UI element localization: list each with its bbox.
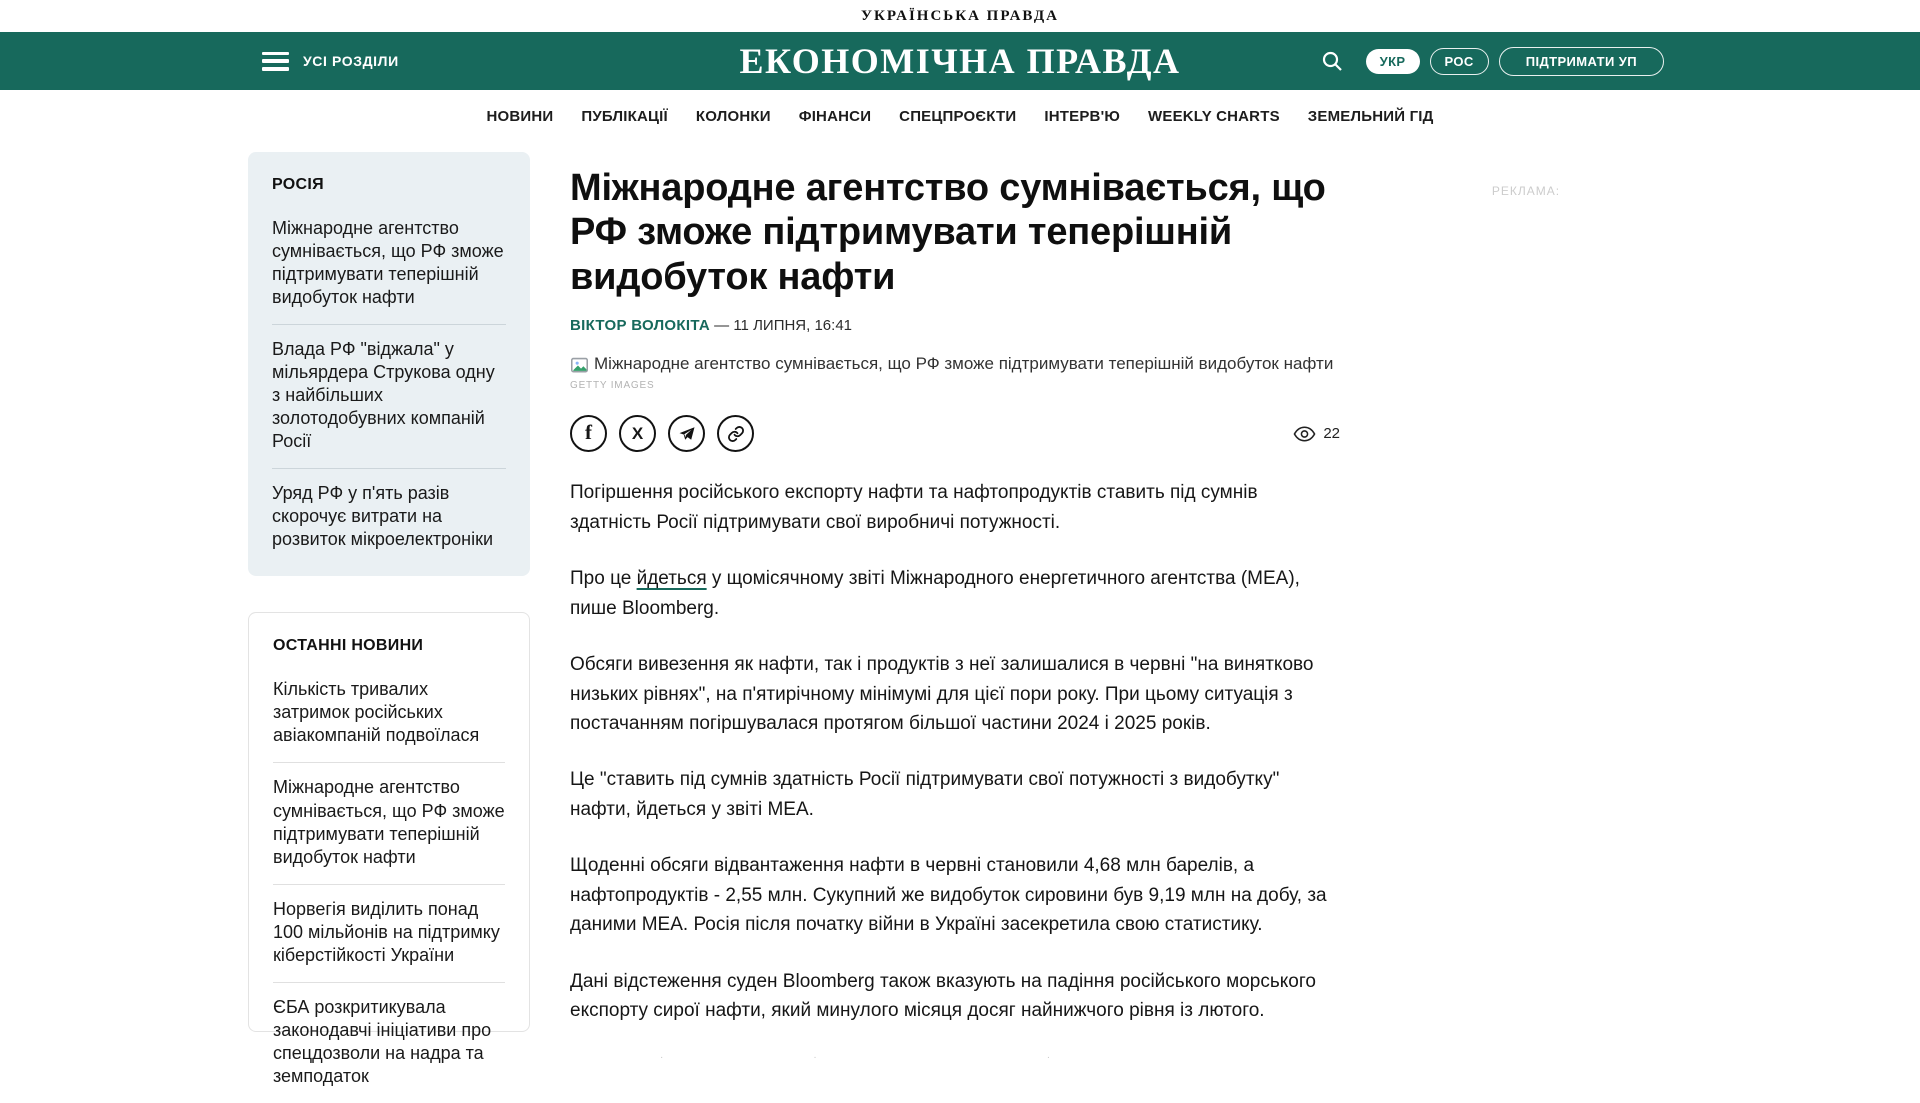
latest-news-link[interactable]: Міжнародне агентство сумнівається, що РФ зможе підтримувати теперішній видобуток нафти bbox=[273, 762, 505, 883]
latest-news-title: ОСТАННІ НОВИНИ bbox=[273, 637, 424, 655]
site-logo[interactable]: ЕКОНОМІЧНА ПРАВДА bbox=[739, 41, 1181, 81]
share-x-button[interactable] bbox=[619, 415, 656, 452]
topic-box-title: РОСІЯ bbox=[272, 176, 324, 193]
main-nav bbox=[0, 90, 1920, 142]
share-row bbox=[570, 415, 1340, 452]
header-actions bbox=[1320, 47, 1664, 76]
image-credit: GETTY IMAGES bbox=[570, 380, 655, 392]
telegram-icon bbox=[678, 425, 696, 443]
broken-image-icon bbox=[570, 357, 589, 374]
sidebar-article-link[interactable]: Міжнародне агентство сумнівається, що РФ зможе підтримувати теперішній видобуток нафти bbox=[272, 218, 504, 308]
search-icon[interactable] bbox=[1320, 48, 1346, 74]
image-alt-text: Міжнародне агентство сумнівається, що РФ зможе підтримувати теперішній видобуток нафти bbox=[594, 354, 1334, 374]
sidebar-article-link[interactable]: Уряд РФ у п'ять разів скорочує витрати на розвиток мікроелектроніки bbox=[272, 468, 506, 566]
share-telegram-button[interactable] bbox=[668, 415, 705, 452]
paragraph: Погіршення російського експорту нафти та нафтопродуктів ставить під сумнів здатність Росії підтримувати свої виробничі потужності. bbox=[570, 482, 1258, 533]
sidebar-article-link[interactable]: Влада РФ "віджала" у мільярдера Струкова одну з найбільших золотодобувних компаній Росії bbox=[272, 324, 506, 468]
paragraph: Обсяги вивезення як нафти, так і продуктів з неї залишалися в червні "на винятково низьких рівнях", на п'ятирічному мінімумі для цієї пори року. При цьому ситуація з постачанням погіршувалася протягом більшої частини 2024 і 2025 років. bbox=[570, 654, 1314, 734]
byline bbox=[570, 317, 1340, 334]
paragraph: Дані відстеження суден Bloomberg також вказують на падіння російського морського експорту сирої нафти, який минулого місяця досяг найнижчого рівня із лютого. bbox=[570, 970, 1316, 1022]
nav-item-spetsproekty[interactable]: СПЕЦПРОЄКТИ bbox=[899, 107, 1017, 125]
site-header bbox=[0, 32, 1920, 90]
paragraph bbox=[570, 564, 1340, 623]
publish-date: — 11 ЛИПНЯ, 16:41 bbox=[714, 317, 853, 335]
lang-toggle-ukr[interactable]: УКР bbox=[1366, 49, 1420, 74]
share-facebook-button[interactable] bbox=[570, 415, 607, 452]
view-count: 22 bbox=[1323, 425, 1340, 443]
latest-news-link[interactable]: ЄБА розкритикувала законодавчі ініціативи про спецдозволи на надра та земподаток bbox=[273, 982, 505, 1103]
latest-news-box bbox=[248, 612, 530, 1086]
support-button[interactable]: ПІДТРИМАТИ УП bbox=[1499, 47, 1664, 76]
inline-source-link[interactable]: йдеться bbox=[636, 568, 707, 590]
all-sections-menu[interactable] bbox=[262, 52, 399, 71]
ad-label: РЕКЛАМА: bbox=[1491, 184, 1561, 198]
main-content bbox=[248, 152, 1672, 1086]
section-divider: · · · bbox=[660, 1052, 1051, 1064]
copy-link-button[interactable] bbox=[717, 415, 754, 452]
facebook-icon: f bbox=[585, 420, 592, 445]
latest-news-link[interactable]: Кількість тривалих затримок російських авіакомпаній подвоїлася bbox=[273, 679, 480, 746]
nav-item-interviu[interactable]: ІНТЕРВ'Ю bbox=[1044, 107, 1120, 125]
nav-item-zemelnyi-hid[interactable]: ЗЕМЕЛЬНИЙ ГІД bbox=[1307, 107, 1434, 125]
link-icon bbox=[727, 425, 745, 443]
paragraph: Щоденні обсяги відвантаження нафти в червні становили 4,68 млн барелів, а нафтопродуктів - 2,55 млн. Сукупний же видобуток сировини був 9,19 млн на добу, за даними МЕА. Росія після початку війни в Україні засекретила свою статистику. bbox=[570, 855, 1327, 936]
article-column bbox=[570, 152, 1340, 1063]
eye-icon bbox=[1293, 426, 1316, 442]
hamburger-icon bbox=[262, 52, 289, 71]
article-body bbox=[570, 478, 1340, 1063]
nav-item-finansy[interactable]: ФІНАНСИ bbox=[798, 107, 872, 125]
latest-news-link[interactable]: Норвегія виділить понад 100 мільйонів на підтримку кіберстійкості України bbox=[273, 884, 505, 982]
article-title: Міжнародне агентство сумнівається, що РФ зможе підтримувати теперішній видобуток нафти bbox=[570, 167, 1326, 298]
nav-item-publikatsii[interactable]: ПУБЛІКАЦІЇ bbox=[581, 107, 668, 125]
masthead bbox=[0, 0, 1920, 32]
article-image-placeholder bbox=[570, 354, 1340, 374]
paragraph-text: Про це bbox=[570, 568, 637, 590]
paragraph-text: у щомісячному звіті Міжнародного енергетичного агентства (МЕА), пише Bloomberg. bbox=[570, 568, 1300, 619]
menu-label: УСІ РОЗДІЛИ bbox=[303, 53, 399, 69]
left-sidebar bbox=[248, 152, 530, 1086]
x-twitter-icon: X bbox=[631, 423, 644, 443]
nav-item-novyny[interactable]: НОВИНИ bbox=[486, 107, 554, 125]
right-column bbox=[1380, 152, 1672, 198]
paragraph: Це "ставить під сумнів здатність Росії підтримувати свої потужності з видобутку" нафти, йдеться у звіті МЕА. bbox=[570, 769, 1280, 820]
lang-toggle-ros[interactable]: РОС bbox=[1430, 48, 1489, 75]
ukrainska-pravda-link[interactable]: УКРАЇНСЬКА ПРАВДА bbox=[860, 7, 1059, 24]
topic-box-rosiya bbox=[248, 152, 530, 576]
nav-item-kolonky[interactable]: КОЛОНКИ bbox=[695, 107, 771, 125]
view-counter bbox=[1293, 425, 1340, 442]
nav-item-weekly-charts[interactable]: WEEKLY CHARTS bbox=[1148, 107, 1280, 125]
author-link[interactable]: ВІКТОР ВОЛОКІТА bbox=[570, 317, 710, 335]
